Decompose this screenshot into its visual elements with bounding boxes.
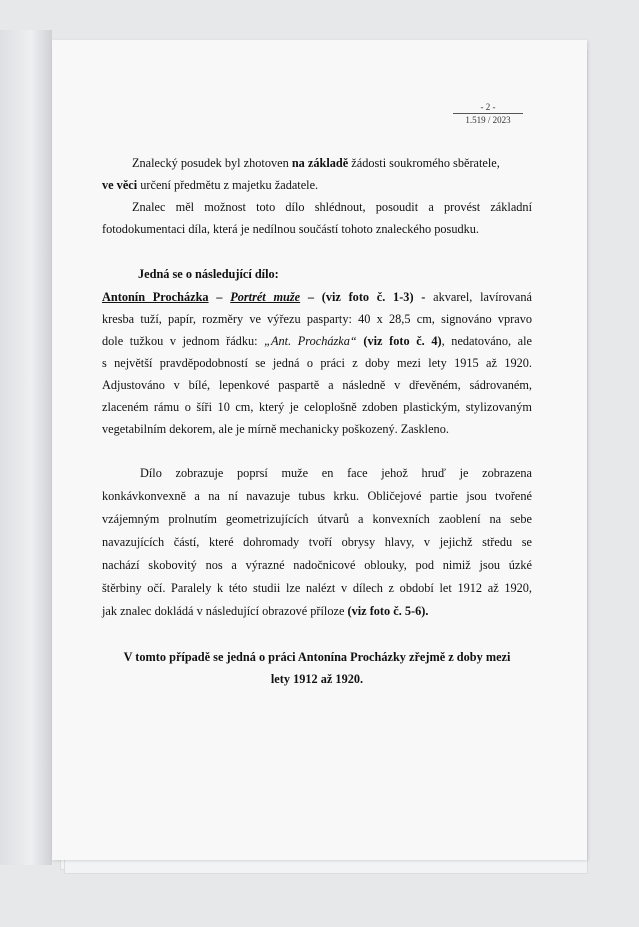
artist-name: Antonín Procházka bbox=[102, 290, 209, 304]
description-line-1: Dílo zobrazuje poprsí muže en face jehož hruď je zobrazena bbox=[140, 466, 532, 480]
intro-line-2: ve věci určení předmětu z majetku žadatele. bbox=[102, 178, 319, 192]
description-line-6: štěrbiny očí. Paralely k této studii lze nalézt v dílech z období let 1912 až 1920, bbox=[102, 581, 532, 595]
work-line-5: Adjustováno v bílé, lepenkové paspartě a následně v dřevěném, sádrovaném, bbox=[102, 378, 532, 392]
intro-line-1: Znalecký posudek byl zhotoven na základě žádosti soukromého sběratele, bbox=[132, 156, 500, 170]
artwork-title: Portrét muže bbox=[230, 290, 301, 304]
page-number: - 2 - bbox=[480, 102, 496, 112]
page-header bbox=[453, 102, 523, 125]
binder-shadow bbox=[0, 30, 52, 865]
work-line-4: s největší pravděpodobností se jedná o práci z doby mezi lety 1915 až 1920. bbox=[102, 356, 532, 370]
work-line-6: zlaceném rámu o šíři 10 cm, který je celoplošně zdoben plastickým, stylizovaným bbox=[102, 400, 532, 414]
case-reference: 1.519 / 2023 bbox=[453, 113, 523, 125]
work-line-1: Antonín Procházka – Portrét muže – (viz foto č. 1-3) - akvarel, lavírovaná bbox=[102, 290, 532, 304]
signature-text: „Ant. Procházka“ bbox=[264, 334, 357, 348]
intro-line-3: Znalec měl možnost toto dílo shlédnout, posoudit a provést základní bbox=[132, 200, 532, 214]
conclusion-line-2: lety 1912 až 1920. bbox=[270, 672, 364, 686]
work-line-2: kresba tuží, papír, rozměry ve výřezu pasparty: 40 x 28,5 cm, signováno vpravo bbox=[102, 312, 532, 326]
description-line-2: konkávkonvexně a na ní navazuje tubus krku. Obličejové partie jsou tvořené bbox=[102, 489, 532, 503]
description-line-4: navazujících částí, které dohromady tvoří obrysy hlavy, v jejichž středu se bbox=[102, 535, 532, 549]
work-line-3: dole tužkou v jednom řádku: „Ant. Procházka“ (viz foto č. 4), nedatováno, ale bbox=[102, 334, 533, 348]
description-line-3: vzájemným prolnutím geometrizujících útvarů a konvexních zaoblení na sebe bbox=[102, 512, 532, 526]
intro-line-4: fotodokumentaci díla, která je nedílnou součástí tohoto znaleckého posudku. bbox=[102, 222, 480, 236]
document-page bbox=[52, 40, 587, 860]
description-line-5: nachází skobovitý nos a výrazné nadočnicové oblouky, pod nimiž jsou úzké bbox=[102, 558, 532, 572]
conclusion-line-1: V tomto případě se jedná o práci Antonína Procházky zřejmě z doby mezi bbox=[123, 650, 511, 664]
description-line-7: jak znalec dokládá v následující obrazové příloze (viz foto č. 5-6). bbox=[102, 604, 429, 618]
work-line-7: vegetabilním dekorem, ale je mírně mechanicky poškozený. Zaskleno. bbox=[102, 422, 449, 436]
work-heading: Jedná se o následující dílo: bbox=[138, 267, 279, 281]
